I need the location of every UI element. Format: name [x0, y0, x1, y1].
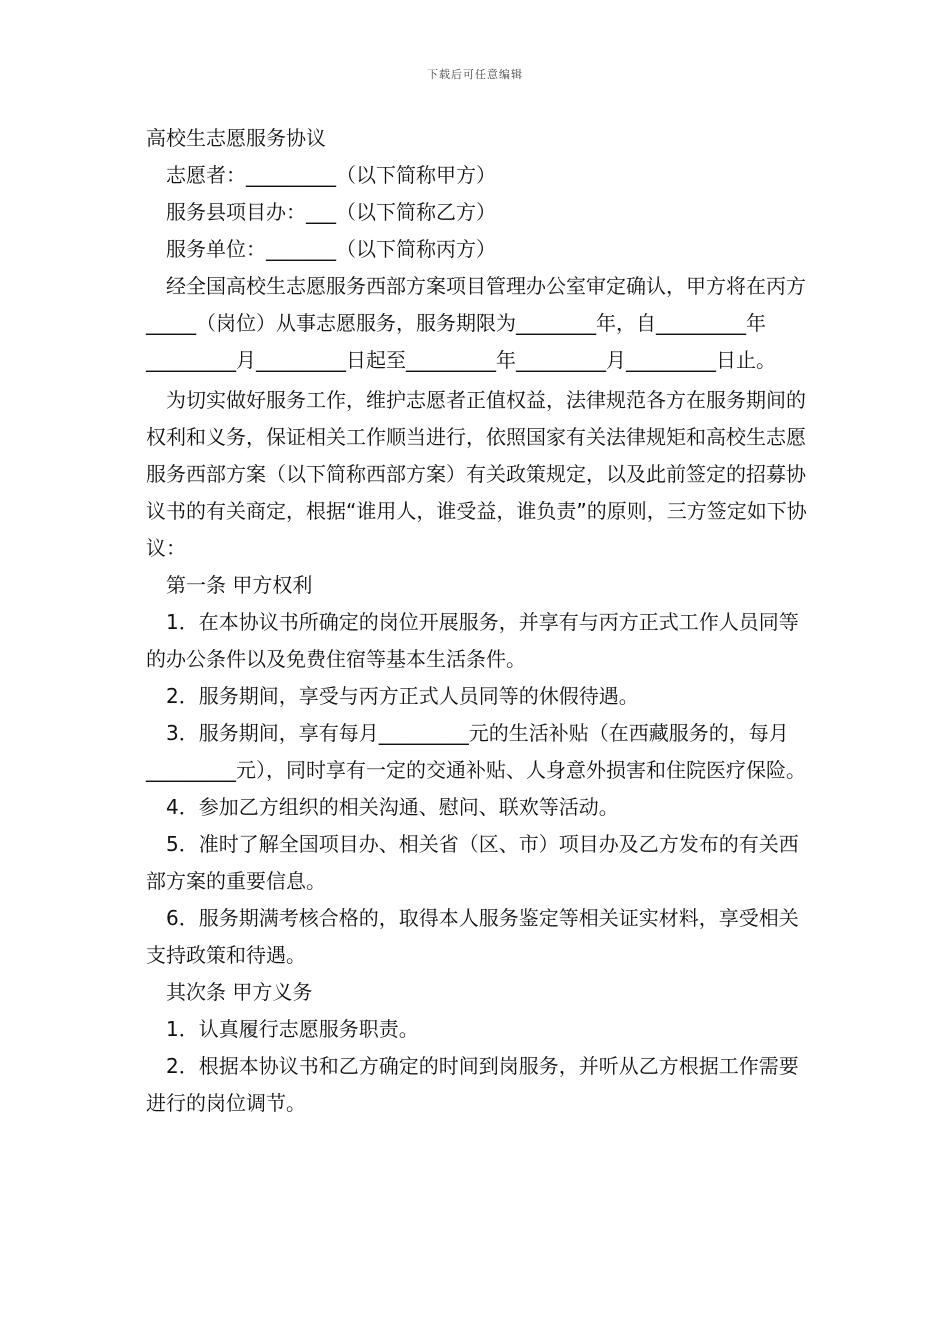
article-1-item-3: 3．服务期间，享有每月_________元的生活补贴（在西藏服务的，每月_________元），同时享有一定的交通补贴、人身意外损害和住院医疗保险。: [146, 721, 806, 782]
article-1-item-4: 4．参加乙方组织的相关沟通、慰问、联欢等活动。: [166, 795, 619, 819]
article-2-heading: 其次条 甲方义务: [166, 980, 313, 1004]
article-1-item-5: 5．准时了解全国项目办、相关省（区、市）项目办及乙方发布的有关西部方案的重要信息。: [146, 832, 799, 893]
article-1-item-2: 2．服务期间，享受与丙方正式人员同等的休假待遇。: [166, 684, 639, 708]
intro-paragraph-1: 经全国高校生志愿服务西部方案项目管理办公室审定确认，甲方将在丙方_____（岗位）从事志愿服务，服务期限为________年，自_________年_________月_________日起至_________年_________月_________日止。: [146, 274, 806, 372]
party-a-line: 志愿者：_________（以下简称甲方）: [166, 163, 496, 187]
article-1-item-1: 1．在本协议书所确定的岗位开展服务，并享有与丙方正式工作人员同等的办公条件以及免费住宿等基本生活条件。: [146, 610, 799, 671]
page-header-note: 下载后可任意编辑: [427, 68, 523, 81]
document-title: 高校生志愿服务协议: [146, 126, 326, 150]
article-1-heading: 第一条 甲方权利: [166, 573, 313, 597]
article-1-item-6: 6．服务期满考核合格的，取得本人服务鉴定等相关证实材料，享受相关支持政策和待遇。: [146, 906, 799, 967]
party-b-line: 服务县项目办：___（以下简称乙方）: [166, 200, 496, 224]
document-body: [146, 120, 818, 1122]
article-2-item-2: 2．根据本协议书和乙方确定的时间到岗服务，并听从乙方根据工作需要进行的岗位调节。: [146, 1054, 799, 1115]
party-c-line: 服务单位：_______（以下简称丙方）: [166, 237, 496, 261]
article-2-item-1: 1．认真履行志愿服务职责。: [166, 1017, 419, 1041]
intro-paragraph-2: 为切实做好服务工作，维护志愿者正值权益，法律规范各方在服务期间的权利和义务，保证相关工作顺当进行，依照国家有关法律规矩和高校生志愿服务西部方案（以下简称西部方案）有关政策规定，以及此前签定的招募协议书的有关商定，根据“谁用人，谁受益，谁负责”的原则，三方签定如下协议：: [146, 388, 807, 560]
